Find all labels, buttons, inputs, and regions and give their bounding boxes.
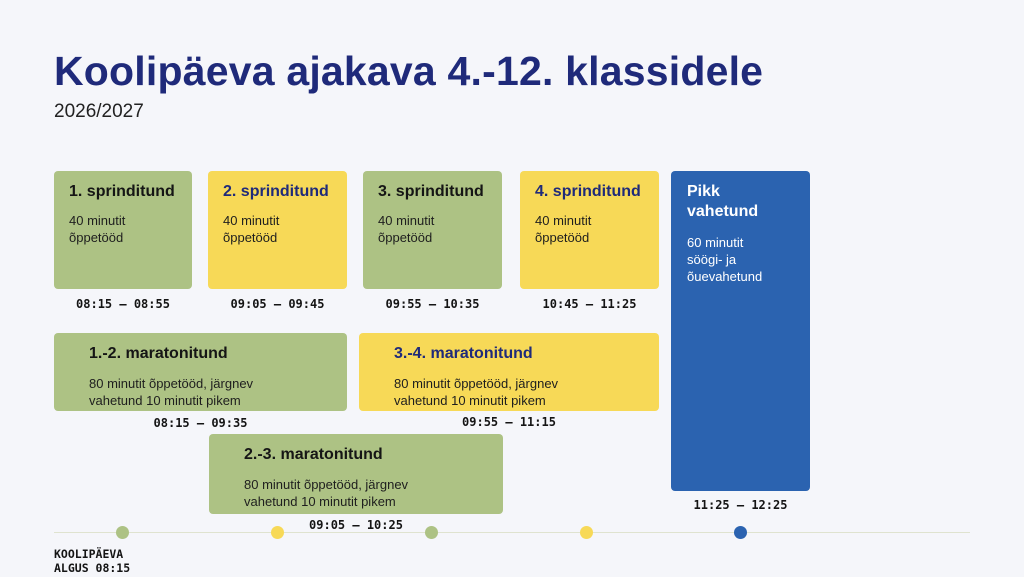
marathon-card-desc: 80 minutit õppetööd, järgnev vahetund 10 minutit pikem (89, 376, 254, 408)
sprint-card-3 (363, 171, 502, 289)
long-break-time: 11:25 – 12:25 (693, 498, 788, 512)
sprint-card-title: 1. sprinditund (69, 183, 175, 200)
sprint-time-1: 08:15 – 08:55 (76, 297, 170, 311)
timeline-dot (580, 526, 593, 539)
sprint-time-3: 09:55 – 10:35 (385, 297, 480, 311)
timeline-dot (734, 526, 747, 539)
sprint-card-desc: 40 minutit õppetööd (223, 213, 280, 245)
sprint-card-desc: 40 minutit õppetööd (535, 213, 592, 245)
sprint-card-title: 4. sprinditund (535, 183, 641, 200)
marathon-card-1-2 (54, 333, 347, 411)
page-subtitle: 2026/2027 (54, 101, 144, 122)
long-break-card (671, 171, 810, 491)
marathon-time-2-3: 09:05 – 10:25 (309, 518, 403, 532)
marathon-card-title: 3.-4. maratonitund (394, 345, 533, 362)
sprint-card-4 (520, 171, 659, 289)
marathon-card-3-4 (359, 333, 659, 411)
sprint-card-title: 2. sprinditund (223, 183, 329, 200)
marathon-card-2-3 (209, 434, 503, 514)
sprint-card-desc: 40 minutit õppetööd (378, 213, 435, 245)
timeline-dot (116, 526, 129, 539)
timeline-line (54, 532, 970, 533)
sprint-card-desc: 40 minutit õppetööd (69, 213, 126, 245)
marathon-card-desc: 80 minutit õppetööd, järgnev vahetund 10 minutit pikem (244, 477, 409, 509)
marathon-card-title: 1.-2. maratonitund (89, 345, 228, 362)
start-label-line2: ALGUS 08:15 (54, 561, 131, 575)
timeline-dot (425, 526, 438, 539)
marathon-card-desc: 80 minutit õppetööd, järgnev vahetund 10 minutit pikem (394, 376, 559, 408)
school-day-start-label (54, 547, 130, 575)
long-break-title: Pikk vahetund (687, 183, 759, 220)
timeline-dot (271, 526, 284, 539)
page-title: Koolipäeva ajakava 4.-12. klassidele (54, 48, 764, 94)
sprint-card-2 (208, 171, 347, 289)
sprint-time-4: 10:45 – 11:25 (542, 297, 637, 311)
marathon-time-1-2: 08:15 – 09:35 (153, 416, 248, 430)
start-label-line1: KOOLIPÄEVA (54, 547, 124, 561)
sprint-card-title: 3. sprinditund (378, 183, 484, 200)
marathon-card-title: 2.-3. maratonitund (244, 446, 383, 463)
sprint-time-2: 09:05 – 09:45 (230, 297, 325, 311)
long-break-desc: 60 minutit söögi- ja õuevahetund (687, 235, 763, 284)
marathon-time-3-4: 09:55 – 11:15 (462, 415, 556, 429)
sprint-card-1 (54, 171, 192, 289)
